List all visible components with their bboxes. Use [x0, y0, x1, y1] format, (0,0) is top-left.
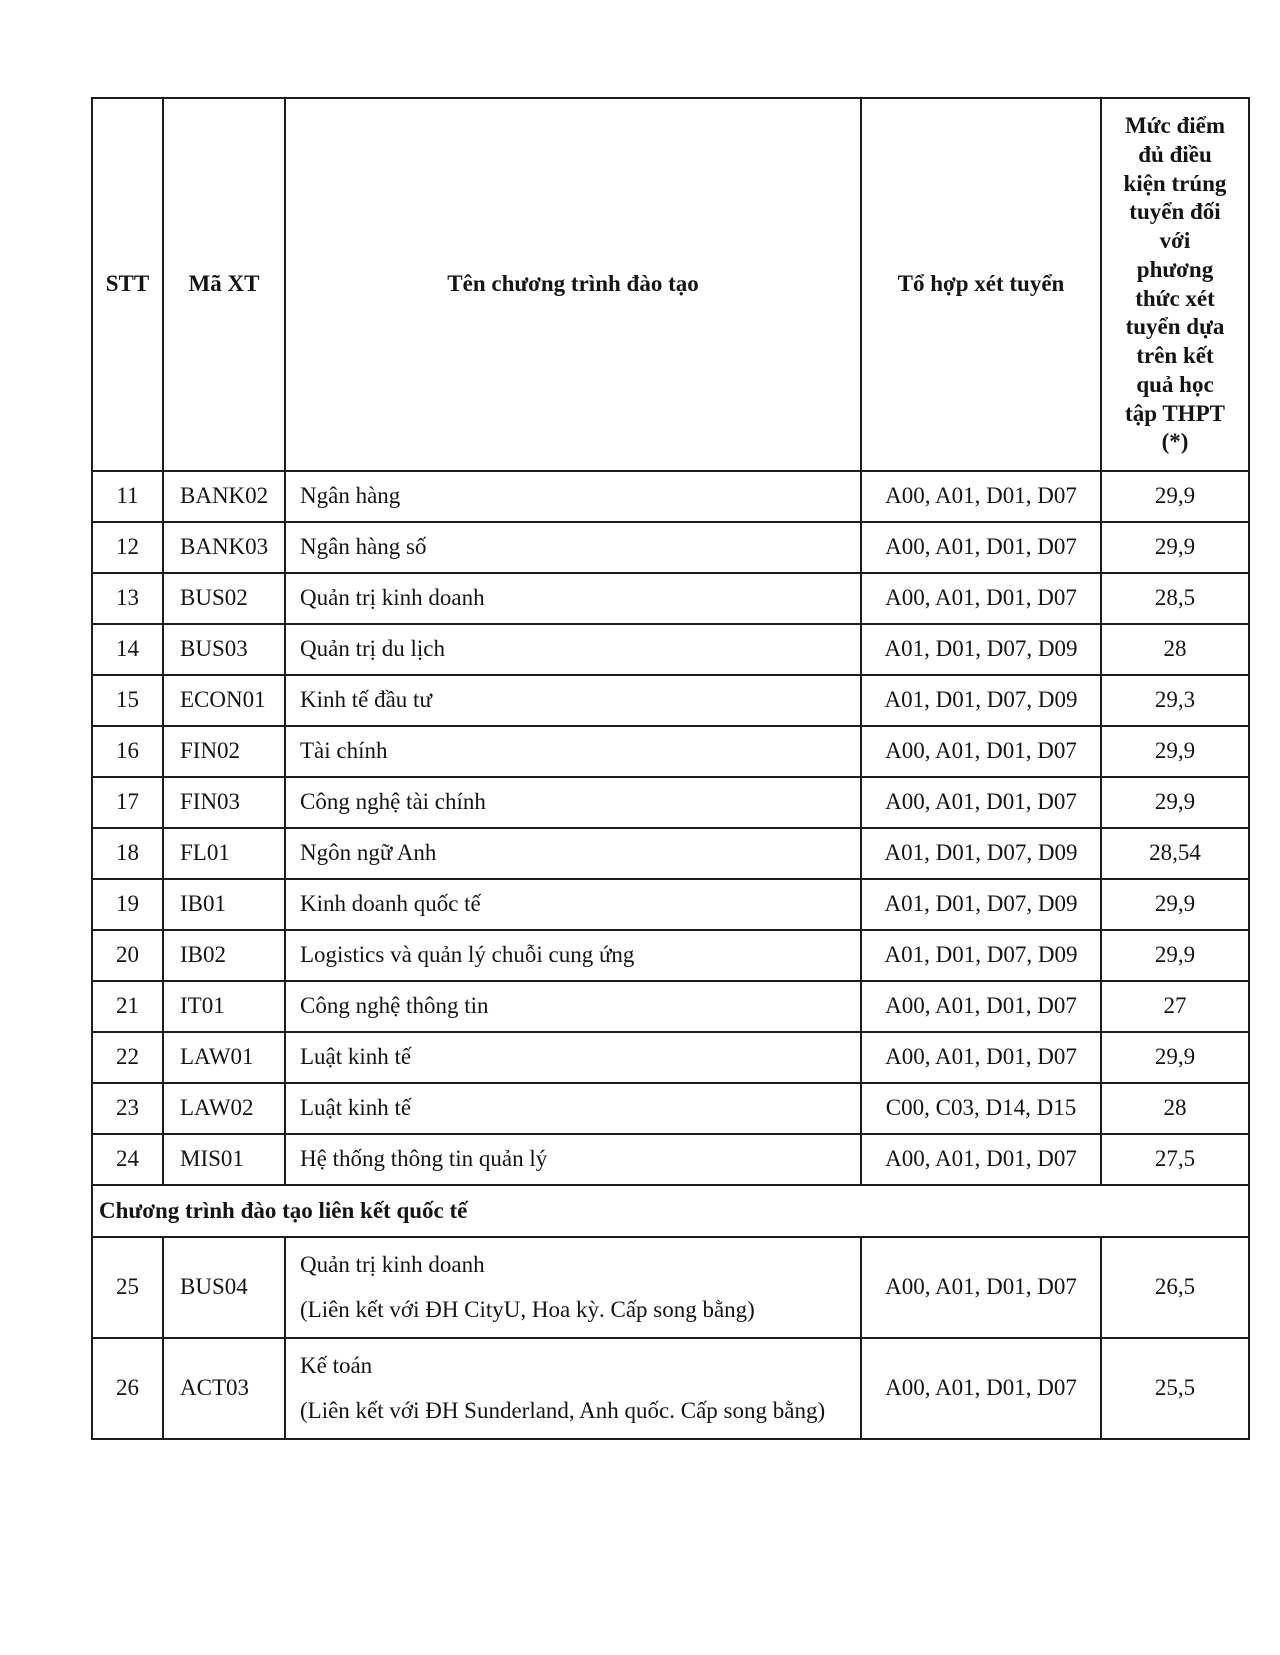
- cell-program: [285, 471, 861, 522]
- cell-score: 28,5: [1101, 573, 1249, 624]
- header-stt: STT: [92, 98, 163, 471]
- cell-score: 26,5: [1101, 1237, 1249, 1338]
- section-title: Chương trình đào tạo liên kết quốc tế: [92, 1185, 1249, 1237]
- section-row: [92, 1185, 1249, 1237]
- program-line: Công nghệ thông tin: [300, 993, 489, 1019]
- cell-code: FL01: [163, 828, 285, 879]
- cell-code: BUS03: [163, 624, 285, 675]
- cell-code: ACT03: [163, 1338, 285, 1439]
- table-row: [92, 624, 1249, 675]
- cell-stt: 21: [92, 981, 163, 1032]
- cell-combination: A00, A01, D01, D07: [861, 471, 1101, 522]
- cell-program: [285, 573, 861, 624]
- cell-stt: 25: [92, 1237, 163, 1338]
- cell-stt: 12: [92, 522, 163, 573]
- cell-program: [285, 675, 861, 726]
- program-line: Kinh doanh quốc tế: [300, 891, 481, 917]
- cell-program: [285, 1237, 861, 1338]
- table-row: [92, 1237, 1249, 1338]
- cell-program: [285, 726, 861, 777]
- cell-code: IB01: [163, 879, 285, 930]
- table-row: [92, 471, 1249, 522]
- program-line: Hệ thống thông tin quản lý: [300, 1146, 548, 1172]
- table-row: [92, 981, 1249, 1032]
- cell-stt: 14: [92, 624, 163, 675]
- program-line: Logistics và quản lý chuỗi cung ứng: [300, 942, 635, 968]
- cell-program: [285, 624, 861, 675]
- cell-combination: A00, A01, D01, D07: [861, 726, 1101, 777]
- cell-stt: 11: [92, 471, 163, 522]
- table-row: [92, 1134, 1249, 1185]
- table-row: [92, 726, 1249, 777]
- table-row: [92, 777, 1249, 828]
- cell-code: ECON01: [163, 675, 285, 726]
- cell-code: FIN03: [163, 777, 285, 828]
- header-ma-xt: Mã XT: [163, 98, 285, 471]
- cell-score: 29,9: [1101, 726, 1249, 777]
- cell-code: BUS04: [163, 1237, 285, 1338]
- cell-score: 25,5: [1101, 1338, 1249, 1439]
- table-row: [92, 828, 1249, 879]
- cell-stt: 16: [92, 726, 163, 777]
- cell-combination: A00, A01, D01, D07: [861, 1338, 1101, 1439]
- cell-stt: 23: [92, 1083, 163, 1134]
- cell-combination: A00, A01, D01, D07: [861, 981, 1101, 1032]
- program-line: Kinh tế đầu tư: [300, 687, 432, 713]
- cell-code: LAW02: [163, 1083, 285, 1134]
- cell-stt: 24: [92, 1134, 163, 1185]
- cell-score: 29,9: [1101, 471, 1249, 522]
- program-line: Luật kinh tế: [300, 1044, 412, 1070]
- cell-stt: 17: [92, 777, 163, 828]
- program-line: Ngôn ngữ Anh: [300, 840, 437, 866]
- cell-code: IT01: [163, 981, 285, 1032]
- cell-code: LAW01: [163, 1032, 285, 1083]
- table-header-row: [92, 98, 1249, 471]
- cell-score: 27: [1101, 981, 1249, 1032]
- cell-code: FIN02: [163, 726, 285, 777]
- cell-combination: A00, A01, D01, D07: [861, 573, 1101, 624]
- cell-stt: 20: [92, 930, 163, 981]
- cell-combination: A00, A01, D01, D07: [861, 1032, 1101, 1083]
- cell-code: MIS01: [163, 1134, 285, 1185]
- cell-score: 29,9: [1101, 1032, 1249, 1083]
- cell-combination: A00, A01, D01, D07: [861, 1134, 1101, 1185]
- cell-stt: 18: [92, 828, 163, 879]
- table-row: [92, 879, 1249, 930]
- cell-combination: A00, A01, D01, D07: [861, 1237, 1101, 1338]
- header-ten-chuong-trinh: Tên chương trình đào tạo: [285, 98, 861, 471]
- table-row: [92, 1083, 1249, 1134]
- program-line: Ngân hàng số: [300, 534, 427, 560]
- table-row: [92, 1032, 1249, 1083]
- program-line: Ngân hàng: [300, 483, 401, 509]
- admissions-table: [91, 97, 1250, 1440]
- cell-score: 29,3: [1101, 675, 1249, 726]
- cell-combination: A00, A01, D01, D07: [861, 522, 1101, 573]
- cell-program: [285, 1134, 861, 1185]
- header-to-hop-xet-tuyen: Tổ hợp xét tuyển: [861, 98, 1101, 471]
- program-line: Quản trị kinh doanh: [300, 585, 485, 611]
- cell-program: [285, 1338, 861, 1439]
- cell-combination: A01, D01, D07, D09: [861, 930, 1101, 981]
- cell-combination: A00, A01, D01, D07: [861, 777, 1101, 828]
- program-line: (Liên kết với ĐH Sunderland, Anh quốc. Cấp song bằng): [300, 1397, 826, 1423]
- cell-score: 29,9: [1101, 930, 1249, 981]
- cell-combination: A01, D01, D07, D09: [861, 624, 1101, 675]
- program-line: Quản trị kinh doanh: [300, 1251, 485, 1277]
- cell-score: 27,5: [1101, 1134, 1249, 1185]
- cell-score: 28: [1101, 624, 1249, 675]
- table-row: [92, 675, 1249, 726]
- cell-code: IB02: [163, 930, 285, 981]
- cell-combination: A01, D01, D07, D09: [861, 828, 1101, 879]
- cell-score: 29,9: [1101, 777, 1249, 828]
- cell-program: [285, 828, 861, 879]
- table-row: [92, 930, 1249, 981]
- table-row: [92, 573, 1249, 624]
- cell-combination: A01, D01, D07, D09: [861, 879, 1101, 930]
- cell-stt: 13: [92, 573, 163, 624]
- cell-program: [285, 522, 861, 573]
- cell-program: [285, 1083, 861, 1134]
- header-muc-diem: Mức điểm đủ điều kiện trúng tuyển đối với phương thức xét tuyển dựa trên kết quả học tập THPT (*): [1101, 98, 1249, 471]
- program-line: Công nghệ tài chính: [300, 789, 486, 815]
- cell-program: [285, 1032, 861, 1083]
- table-row: [92, 1338, 1249, 1439]
- cell-score: 29,9: [1101, 879, 1249, 930]
- program-line: Kế toán: [300, 1352, 373, 1378]
- cell-stt: 19: [92, 879, 163, 930]
- cell-code: BUS02: [163, 573, 285, 624]
- cell-program: [285, 879, 861, 930]
- cell-code: BANK02: [163, 471, 285, 522]
- cell-program: [285, 981, 861, 1032]
- program-line: Luật kinh tế: [300, 1095, 412, 1121]
- cell-stt: 22: [92, 1032, 163, 1083]
- cell-score: 28: [1101, 1083, 1249, 1134]
- table-row: [92, 522, 1249, 573]
- program-line: (Liên kết với ĐH CityU, Hoa kỳ. Cấp song bằng): [300, 1296, 755, 1322]
- cell-combination: C00, C03, D14, D15: [861, 1083, 1101, 1134]
- cell-program: [285, 777, 861, 828]
- program-line: Quản trị du lịch: [300, 636, 445, 662]
- cell-stt: 26: [92, 1338, 163, 1439]
- cell-program: [285, 930, 861, 981]
- cell-stt: 15: [92, 675, 163, 726]
- cell-combination: A01, D01, D07, D09: [861, 675, 1101, 726]
- cell-score: 28,54: [1101, 828, 1249, 879]
- cell-score: 29,9: [1101, 522, 1249, 573]
- table-body: [92, 471, 1249, 1439]
- cell-code: BANK03: [163, 522, 285, 573]
- program-line: Tài chính: [300, 738, 388, 764]
